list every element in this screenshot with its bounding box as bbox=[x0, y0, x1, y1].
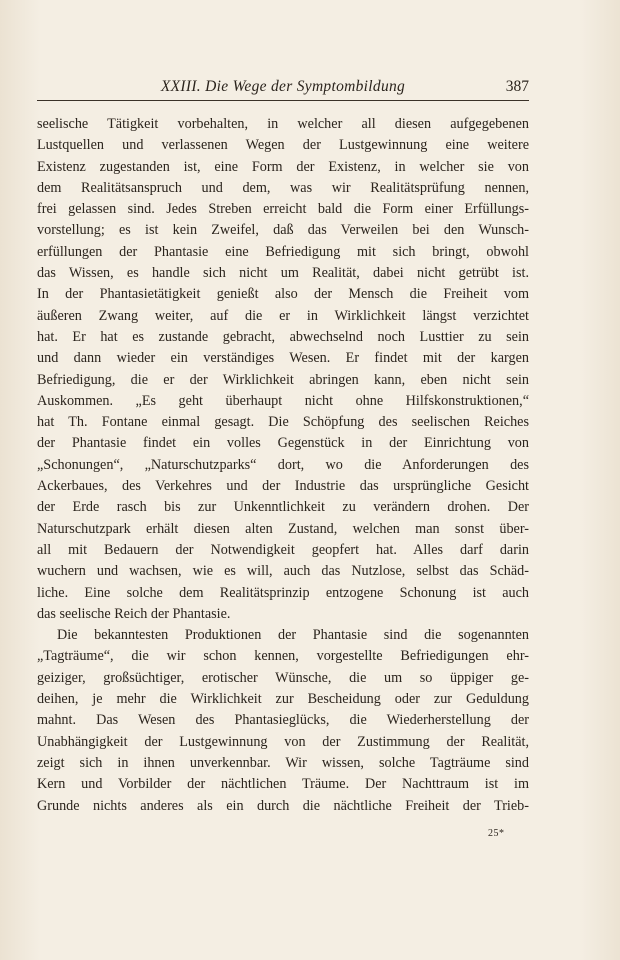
text-line: Existenz zugestanden ist, eine Form der Existenz, in welcher sie von bbox=[37, 158, 529, 175]
text-line: Auskommen. „Es geht überhaupt nicht ohne Hilfskonstruktionen,“ bbox=[37, 392, 529, 409]
running-header bbox=[37, 78, 529, 100]
text-line: Ackerbaues, des Verkehres und der Industrie das ursprüngliche Gesicht bbox=[37, 478, 529, 495]
chapter-title: XXIII. Die Wege der Symptombildung bbox=[160, 78, 406, 95]
text-line: der Phantasie findet ein volles Gegenstück in der Einrichtung von bbox=[37, 435, 529, 452]
text-line: Naturschutzpark erhält diesen alten Zustand, welchen man sonst über- bbox=[37, 520, 529, 537]
text-line: dem Realitätsanspruch und dem, was wir Realitätsprüfung nennen, bbox=[37, 179, 529, 196]
text-line: das Wissen, es handle sich nicht um Realität, dabei nicht getrübt ist. bbox=[37, 265, 529, 282]
text-line: hat Th. Fontane einmal gesagt. Die Schöpfung des seelischen Reiches bbox=[37, 414, 529, 431]
paragraph-end-line: das seelische Reich der Phantasie. bbox=[37, 605, 231, 622]
text-line: Unabhängigkeit der Lustgewinnung von der Zustimmung der Realität, bbox=[37, 733, 529, 750]
text-line: all mit Bedauern der Notwendigkeit geopfert hat. Alles darf darin bbox=[37, 541, 529, 558]
header-rule bbox=[37, 100, 529, 101]
text-line: Lustquellen und verlassenen Wegen der Lustgewinnung eine weitere bbox=[37, 137, 529, 154]
page-number: 387 bbox=[505, 78, 529, 95]
text-line: geiziger, großsüchtiger, erotischer Wünsche, die um so üppiger ge- bbox=[37, 669, 529, 686]
body-text bbox=[37, 114, 529, 817]
text-line: erfüllungen der Phantasie eine Befriedigung mit sich bringt, obwohl bbox=[37, 243, 529, 260]
paragraph-start-line: Die bekanntesten Produktionen der Phantasie sind die sogenannten bbox=[57, 627, 529, 644]
text-line: und dann wieder ein verständiges Wesen. Er findet mit der kargen bbox=[37, 350, 529, 367]
signature-mark: 25* bbox=[488, 828, 505, 839]
text-line: Befriedigung, die er der Wirklichkeit abringen kann, eben nicht sein bbox=[37, 371, 529, 388]
text-line: deihen, je mehr die Wirklichkeit zur Bescheidung oder zur Geduldung bbox=[37, 691, 529, 708]
text-line: „Tagträume“, die wir schon kennen, vorgestellte Befriedigungen ehr- bbox=[37, 648, 529, 665]
text-line: mahnt. Das Wesen des Phantasieglücks, die Wiederherstellung der bbox=[37, 712, 529, 729]
text-line: Kern und Vorbilder der nächtlichen Träume. Der Nachttraum ist im bbox=[37, 776, 529, 793]
text-line: der Erde rasch bis zur Unkenntlichkeit zu verändern drohen. Der bbox=[37, 499, 529, 516]
text-line: „Schonungen“, „Naturschutzparks“ dort, wo die Anforderungen des bbox=[37, 456, 529, 473]
text-line: zeigt sich in ihnen unverkennbar. Wir wissen, solche Tagträume sind bbox=[37, 754, 529, 771]
text-line: seelische Tätigkeit vorbehalten, in welcher all diesen aufgegebenen bbox=[37, 116, 529, 132]
text-line: äußeren Zwang weiter, auf die er in Wirklichkeit längst verzichtet bbox=[37, 307, 529, 324]
text-line: In der Phantasietätigkeit genießt also der Mensch die Freiheit vom bbox=[37, 286, 529, 303]
text-line: Grunde nichts anderes als ein durch die nächtliche Freiheit der Trieb- bbox=[37, 797, 529, 814]
text-line: vorstellung; es ist kein Zweifel, daß das Verweilen bei den Wunsch- bbox=[37, 222, 529, 239]
text-line: hat. Er hat es zustande gebracht, abwechselnd noch Lusttier zu sein bbox=[37, 328, 529, 345]
text-line: frei gelassen sind. Jedes Streben erreicht bald die Form einer Erfüllungs- bbox=[37, 201, 529, 218]
text-line: liche. Eine solche dem Realitätsprinzip entzogene Schonung ist auch bbox=[37, 584, 529, 601]
text-line: wuchern und wachsen, wie es will, auch das Nutzlose, selbst das Schäd- bbox=[37, 563, 529, 580]
